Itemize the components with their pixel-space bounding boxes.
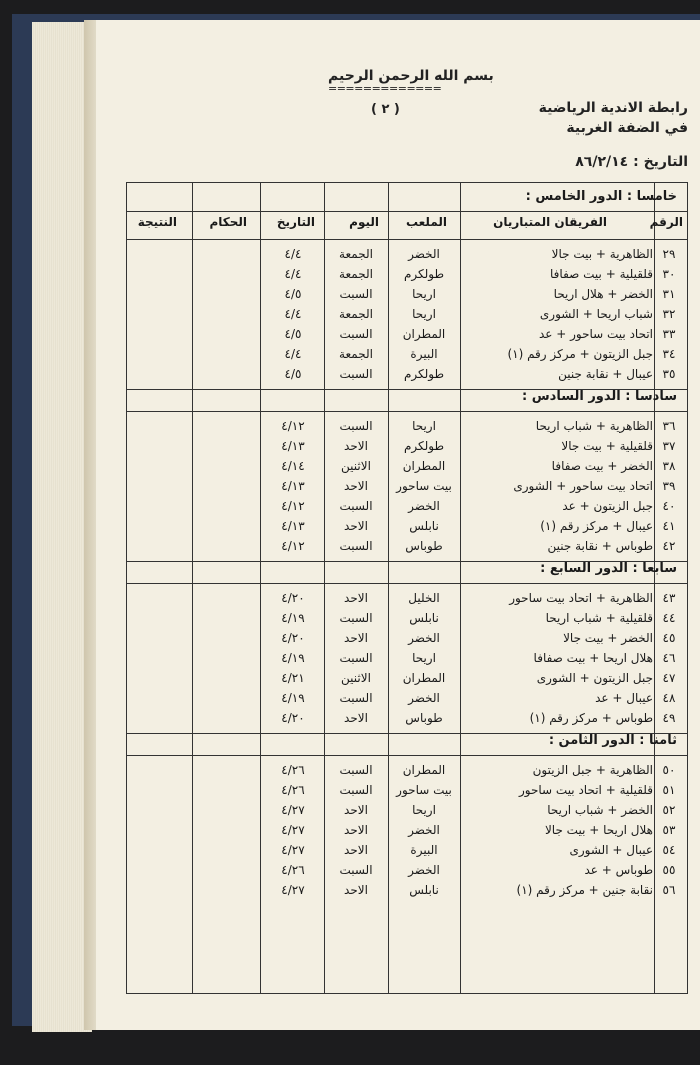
match-row — [127, 841, 687, 861]
match-number: ٤٢ — [662, 539, 676, 553]
match-teams: هلال اريحا + بيت جالا — [544, 823, 653, 837]
bismillah-heading: بسم الله الرحمن الرحيم — [328, 68, 494, 84]
column-header-venue: الملعب — [405, 215, 447, 229]
match-number: ٤٠ — [662, 499, 676, 513]
match-number: ٣١ — [662, 287, 676, 301]
fixtures-table — [126, 182, 688, 994]
match-day: السبت — [339, 419, 373, 433]
match-date: ٤/٢٠ — [281, 711, 305, 725]
match-number: ٥١ — [662, 783, 676, 797]
match-number: ٥٣ — [662, 823, 676, 837]
column-header-day: اليوم — [349, 215, 379, 229]
match-venue: اريحا — [412, 287, 436, 301]
match-date: ٤/٤ — [284, 247, 302, 261]
match-venue: اريحا — [412, 419, 436, 433]
column-header-number: الرقم — [649, 215, 683, 229]
match-row — [127, 245, 687, 265]
match-venue: المطران — [402, 763, 446, 777]
match-venue: الخضر — [408, 823, 440, 837]
match-row — [127, 761, 687, 781]
match-number: ٣٦ — [662, 419, 676, 433]
match-teams: عيبال + عد — [595, 691, 653, 705]
match-row — [127, 609, 687, 629]
match-date: ٤/١٢ — [281, 539, 305, 553]
match-number: ٥٤ — [662, 843, 676, 857]
match-venue: طولكرم — [403, 267, 445, 281]
match-day: الاحد — [344, 883, 368, 897]
page-number: ( ٢ ) — [371, 102, 400, 117]
match-date: ٤/١٩ — [281, 611, 305, 625]
match-date: ٤/٢٦ — [281, 783, 305, 797]
match-date: ٤/٢٦ — [281, 863, 305, 877]
match-row — [127, 821, 687, 841]
match-day: السبت — [339, 763, 373, 777]
match-teams: قلقيلية + بيت صفافا — [550, 267, 653, 281]
match-day: السبت — [339, 691, 373, 705]
match-day: السبت — [339, 539, 373, 553]
match-venue: طوباس — [405, 539, 443, 553]
match-venue: الخضر — [408, 247, 440, 261]
match-day: السبت — [339, 499, 373, 513]
match-row — [127, 709, 687, 729]
match-day: الاحد — [344, 631, 368, 645]
match-number: ٥٦ — [662, 883, 676, 897]
page-edges — [32, 22, 92, 1032]
match-day: الاحد — [344, 439, 368, 453]
match-teams: الظاهرية + جبل الزيتون — [532, 763, 653, 777]
match-row — [127, 497, 687, 517]
match-teams: اتحاد بيت ساحور + الشورى — [513, 479, 653, 493]
match-venue: اريحا — [412, 651, 436, 665]
match-venue: اريحا — [412, 803, 436, 817]
match-day: السبت — [339, 651, 373, 665]
match-teams: الظاهرية + اتحاد بيت ساحور — [509, 591, 653, 605]
match-day: الاحد — [344, 823, 368, 837]
match-day: الاحد — [344, 519, 368, 533]
match-venue: الخضر — [408, 863, 440, 877]
match-venue: نابلس — [409, 883, 439, 897]
match-row — [127, 437, 687, 457]
match-teams: طوباس + نقابة جنين — [547, 539, 653, 553]
match-teams: طوباس + عد — [584, 863, 653, 877]
match-day: الجمعة — [339, 307, 373, 321]
match-day: الاثنين — [341, 671, 371, 685]
match-date: ٤/٢٦ — [281, 763, 305, 777]
match-date: ٤/٢٧ — [281, 803, 305, 817]
match-teams: جبل الزيتون + مركز رقم (١) — [507, 347, 653, 361]
match-date: ٤/١٢ — [281, 499, 305, 513]
match-venue: بيت ساحور — [396, 479, 452, 493]
column-header-date: التاريخ — [276, 215, 315, 229]
round-divider — [127, 411, 687, 412]
match-teams: نقابة جنين + مركز رقم (١) — [516, 883, 653, 897]
round-title: سادسا : الدور السادس : — [522, 389, 677, 404]
document-date: التاريخ : ٨٦/٢/١٤ — [575, 154, 688, 170]
match-venue: نابلس — [409, 611, 439, 625]
league-region: في الضفة الغربية — [566, 120, 688, 136]
match-number: ٣٨ — [662, 459, 676, 473]
match-date: ٤/١٩ — [281, 651, 305, 665]
match-day: السبت — [339, 287, 373, 301]
match-day: السبت — [339, 611, 373, 625]
match-teams: الخضر + هلال اريحا — [553, 287, 653, 301]
match-row — [127, 629, 687, 649]
match-number: ٢٩ — [662, 247, 676, 261]
match-date: ٤/٥ — [284, 367, 302, 381]
match-number: ٣٢ — [662, 307, 676, 321]
match-row — [127, 517, 687, 537]
match-day: الجمعة — [339, 267, 373, 281]
match-teams: هلال اريحا + بيت صفافا — [533, 651, 653, 665]
match-venue: البيرة — [410, 347, 438, 361]
match-row — [127, 305, 687, 325]
round-divider — [127, 211, 687, 212]
match-date: ٤/١٢ — [281, 419, 305, 433]
round-title: سابعا : الدور السابع : — [540, 561, 677, 576]
match-row — [127, 345, 687, 365]
match-date: ٤/١٩ — [281, 691, 305, 705]
match-row — [127, 457, 687, 477]
column-header-result: النتيجة — [137, 215, 177, 229]
match-row — [127, 881, 687, 901]
round-title: خامسا : الدور الخامس : — [525, 189, 677, 204]
header-divider — [127, 239, 687, 240]
column-header-teams: الفريقان المتباريان — [493, 215, 607, 229]
match-venue: نابلس — [409, 519, 439, 533]
round-divider — [127, 755, 687, 756]
match-number: ٣٣ — [662, 327, 676, 341]
match-number: ٤٨ — [662, 691, 676, 705]
match-teams: عيبال + نقابة جنين — [558, 367, 653, 381]
match-row — [127, 537, 687, 557]
match-date: ٤/٤ — [284, 307, 302, 321]
document-page — [96, 20, 700, 1030]
match-teams: عيبال + الشورى — [569, 843, 653, 857]
match-venue: المطران — [402, 671, 446, 685]
match-teams: قلقيلية + شباب اريحا — [545, 611, 653, 625]
match-number: ٥٥ — [662, 863, 676, 877]
match-teams: جبل الزيتون + عد — [562, 499, 653, 513]
match-row — [127, 285, 687, 305]
match-number: ٤٣ — [662, 591, 676, 605]
match-teams: الخضر + بيت صفافا — [551, 459, 653, 473]
match-day: الاثنين — [341, 459, 371, 473]
match-teams: الظاهرية + بيت جالا — [551, 247, 653, 261]
match-date: ٤/١٣ — [281, 479, 305, 493]
match-venue: البيرة — [410, 843, 438, 857]
match-row — [127, 589, 687, 609]
match-number: ٤٧ — [662, 671, 676, 685]
match-row — [127, 669, 687, 689]
match-date: ٤/٥ — [284, 327, 302, 341]
match-day: السبت — [339, 863, 373, 877]
match-date: ٤/٢٠ — [281, 591, 305, 605]
match-venue: طولكرم — [403, 439, 445, 453]
match-row — [127, 649, 687, 669]
round-title: ثامنا : الدور الثامن : — [548, 733, 677, 748]
match-number: ٣٥ — [662, 367, 676, 381]
match-venue: الخضر — [408, 499, 440, 513]
match-teams: قلقيلية + بيت جالا — [561, 439, 653, 453]
league-name: رابطة الاندية الرياضية — [538, 100, 688, 116]
match-date: ٤/٢٧ — [281, 843, 305, 857]
match-teams: جبل الزيتون + الشورى — [536, 671, 653, 685]
match-date: ٤/٢٠ — [281, 631, 305, 645]
match-row — [127, 861, 687, 881]
match-number: ٤٩ — [662, 711, 676, 725]
match-date: ٤/٥ — [284, 287, 302, 301]
match-venue: المطران — [402, 327, 446, 341]
match-day: السبت — [339, 367, 373, 381]
match-venue: الخضر — [408, 631, 440, 645]
match-teams: طوباس + مركز رقم (١) — [529, 711, 653, 725]
match-teams: شباب اريحا + الشورى — [539, 307, 653, 321]
match-teams: قلقيلية + اتحاد بيت ساحور — [518, 783, 653, 797]
match-date: ٤/٤ — [284, 347, 302, 361]
match-row — [127, 801, 687, 821]
match-day: الاحد — [344, 479, 368, 493]
match-number: ٣٧ — [662, 439, 676, 453]
match-teams: عيبال + مركز رقم (١) — [540, 519, 653, 533]
match-day: الاحد — [344, 711, 368, 725]
match-row — [127, 689, 687, 709]
match-number: ٥٢ — [662, 803, 676, 817]
match-number: ٤٥ — [662, 631, 676, 645]
match-row — [127, 325, 687, 345]
match-number: ٣٩ — [662, 479, 676, 493]
match-venue: طولكرم — [403, 367, 445, 381]
match-date: ٤/٢١ — [281, 671, 305, 685]
match-teams: الخضر + شباب اريحا — [547, 803, 653, 817]
match-day: السبت — [339, 783, 373, 797]
match-number: ٣٠ — [662, 267, 676, 281]
match-number: ٥٠ — [662, 763, 676, 777]
column-header-referees: الحكام — [209, 215, 247, 229]
match-teams: الخضر + بيت جالا — [563, 631, 653, 645]
match-teams: الظاهرية + شباب اريحا — [535, 419, 653, 433]
match-day: الاحد — [344, 803, 368, 817]
match-day: الجمعة — [339, 347, 373, 361]
match-row — [127, 265, 687, 285]
match-date: ٤/١٣ — [281, 519, 305, 533]
match-number: ٤٤ — [662, 611, 676, 625]
match-venue: الخضر — [408, 691, 440, 705]
match-day: الجمعة — [339, 247, 373, 261]
match-day: السبت — [339, 327, 373, 341]
round-divider — [127, 583, 687, 584]
match-date: ٤/٢٧ — [281, 823, 305, 837]
match-row — [127, 365, 687, 385]
match-date: ٤/١٤ — [281, 459, 305, 473]
match-row — [127, 781, 687, 801]
match-row — [127, 417, 687, 437]
match-venue: طوباس — [405, 711, 443, 725]
match-day: الاحد — [344, 591, 368, 605]
match-venue: اريحا — [412, 307, 436, 321]
match-venue: المطران — [402, 459, 446, 473]
heading-underline: ============= — [328, 82, 442, 95]
match-number: ٣٤ — [662, 347, 676, 361]
match-venue: بيت ساحور — [396, 783, 452, 797]
match-row — [127, 477, 687, 497]
match-date: ٤/٤ — [284, 267, 302, 281]
match-number: ٤١ — [662, 519, 676, 533]
match-venue: الخليل — [408, 591, 440, 605]
match-date: ٤/١٣ — [281, 439, 305, 453]
match-number: ٤٦ — [662, 651, 676, 665]
match-day: الاحد — [344, 843, 368, 857]
match-teams: اتحاد بيت ساحور + عد — [538, 327, 653, 341]
match-date: ٤/٢٧ — [281, 883, 305, 897]
